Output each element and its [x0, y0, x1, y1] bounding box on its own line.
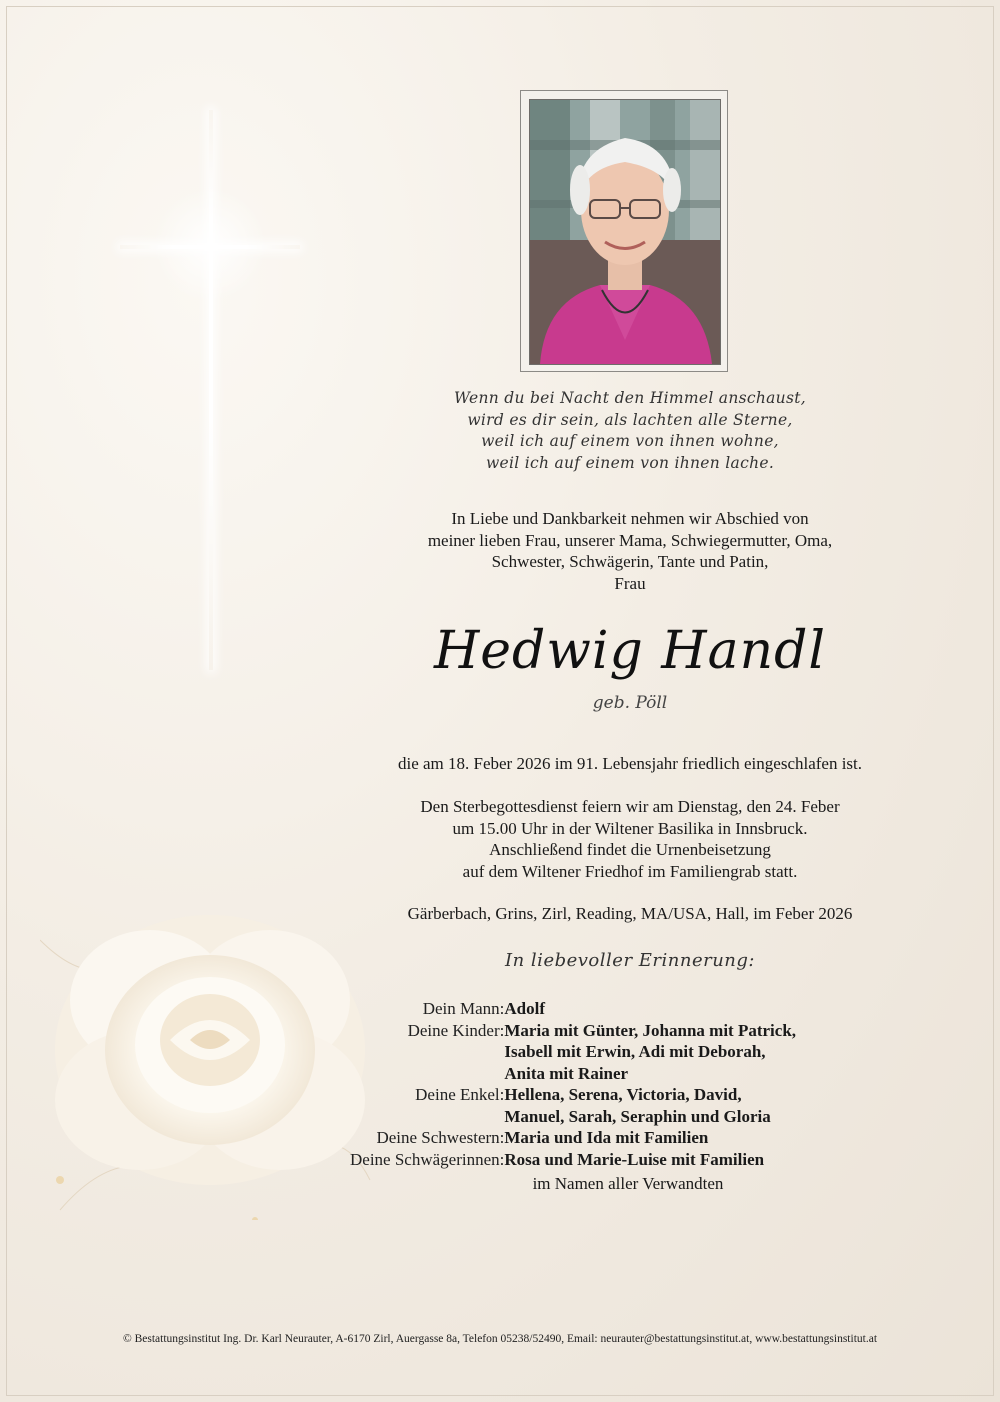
cross-vertical-beam: [209, 110, 213, 670]
intro-line: Schwester, Schwägerin, Tante und Patin,: [491, 552, 769, 571]
survivor-row: [350, 1020, 796, 1085]
survivor-names: Rosa und Marie-Luise mit Familien: [504, 1149, 765, 1169]
intro-line: meiner lieben Frau, unserer Mama, Schwiegermutter, Oma,: [427, 530, 833, 550]
survivor-names: Maria und Ida mit Familien: [504, 1128, 709, 1147]
memory-heading: In liebevoller Erinnerung:: [505, 950, 755, 971]
birth-name: geb. Pöll: [592, 693, 668, 713]
white-rose-illustration: [40, 880, 380, 1220]
closing-line: im Namen aller Verwandten: [532, 1174, 724, 1193]
survivor-role: Deine Kinder:: [407, 1020, 505, 1040]
survivor-names: Adolf: [504, 999, 545, 1018]
portrait-photo: [529, 99, 721, 365]
survivors-list: [350, 998, 796, 1170]
survivor-names: Maria mit Günter, Johanna mit Patrick, Isabell mit Erwin, Adi mit Deborah, Anita mit Rainer: [504, 1020, 797, 1083]
quote-line: wird es dir sein, als lachten alle Sterne,: [467, 410, 793, 429]
deceased-name: Hedwig Handl: [433, 621, 827, 681]
footer-imprint: © Bestattungsinstitut Ing. Dr. Karl Neurauter, A-6170 Zirl, Auergasse 8a, Telefon 05238/52490, Email: neurauter@bestattungsinstitut.at, www.bestattungsinstitut.at: [122, 1333, 878, 1345]
intro-line: Frau: [614, 573, 646, 593]
quote: [360, 388, 900, 474]
places-date: Gärberbach, Grins, Zirl, Reading, MA/USA, Hall, im Feber 2026: [407, 904, 853, 923]
survivor-role: Deine Schwestern:: [376, 1128, 505, 1147]
intro-text: [360, 508, 900, 594]
quote-line: weil ich auf einem von ihnen lache.: [485, 453, 775, 472]
portrait-illustration: [530, 100, 720, 364]
survivor-role: Deine Enkel:: [415, 1085, 505, 1104]
survivor-row: [350, 1084, 796, 1127]
cross-horizontal-beam: [120, 245, 300, 249]
survivor-role: Dein Mann:: [422, 999, 505, 1018]
portrait-frame: [520, 90, 728, 372]
intro-line: In Liebe und Dankbarkeit nehmen wir Abschied von: [451, 509, 809, 528]
quote-line: Wenn du bei Nacht den Himmel anschaust,: [454, 389, 806, 407]
death-notice: die am 18. Feber 2026 im 91. Lebensjahr friedlich eingeschlafen ist.: [397, 754, 863, 773]
survivor-row: [350, 998, 796, 1020]
service-line: auf dem Wiltener Friedhof im Familiengrab statt.: [462, 861, 798, 881]
service-info: [360, 796, 900, 882]
survivor-names: Hellena, Serena, Victoria, David, Manuel, Sarah, Seraphin und Gloria: [504, 1085, 771, 1126]
quote-line: weil ich auf einem von ihnen wohne,: [481, 432, 779, 450]
service-line: Anschließend findet die Urnenbeisetzung: [489, 840, 771, 859]
service-line: um 15.00 Uhr in der Wiltener Basilika in Innsbruck.: [452, 818, 808, 838]
survivor-role: Deine Schwägerinnen:: [350, 1149, 505, 1169]
survivor-row: [350, 1127, 796, 1149]
service-line: Den Sterbegottesdienst feiern wir am Dienstag, den 24. Feber: [420, 797, 840, 816]
survivor-row: [350, 1149, 796, 1171]
